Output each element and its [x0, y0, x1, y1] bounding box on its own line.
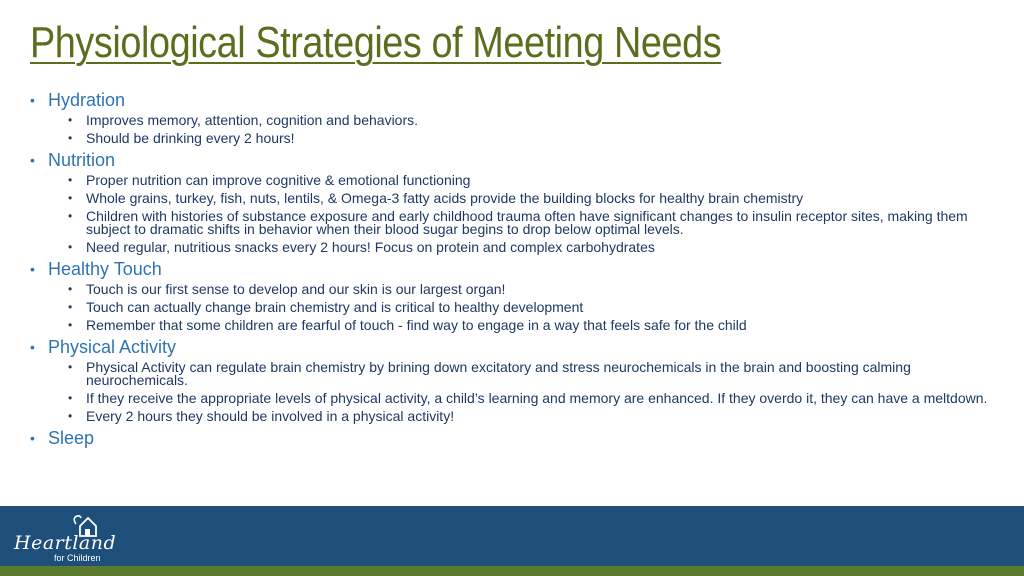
nutrition-subitems: [28, 174, 998, 254]
touch-subitems: [28, 283, 998, 332]
list-item: • If they receive the appropriate levels of physical activity, a child’s learning and memory are enhanced. If they overdo it, they can have a meltdown.: [28, 392, 998, 405]
bullet-sleep: • Sleep: [28, 428, 998, 449]
section-nutrition: [28, 150, 998, 254]
list-item: • Should be drinking every 2 hours!: [28, 132, 998, 145]
list-item: • Proper nutrition can improve cognitive & emotional functioning: [28, 174, 998, 187]
footer-accent-stripe: [0, 566, 1024, 576]
section-sleep: [28, 428, 998, 449]
logo-subtitle: for Children: [54, 553, 101, 563]
list-item: • Improves memory, attention, cognition and behaviors.: [28, 114, 998, 127]
logo-name: Heartland: [14, 532, 117, 554]
heartland-logo: [14, 514, 117, 564]
bullet-hydration: • Hydration: [28, 90, 998, 111]
activity-subitems: [28, 361, 998, 423]
list-item: • Physical Activity can regulate brain chemistry by brining down excitatory and stress neurochemicals in the brain and boosting calming neurochemicals.: [28, 361, 998, 387]
list-item: • Every 2 hours they should be involved in a physical activity!: [28, 410, 998, 423]
list-item: • Children with histories of substance exposure and early childhood trauma often have significant changes to insulin receptor sites, making them subject to dramatic shifts in behavior when their blood sugar begins to drop below optimal levels.: [28, 210, 998, 236]
bullet-healthy-touch: • Healthy Touch: [28, 259, 998, 280]
list-item: • Need regular, nutritious snacks every 2 hours! Focus on protein and complex carbohydrates: [28, 241, 998, 254]
list-item: • Remember that some children are fearful of touch - find way to engage in a way that feels safe for the child: [28, 319, 998, 332]
slide-content: [28, 90, 998, 452]
section-physical-activity: [28, 337, 998, 423]
bullet-nutrition: • Nutrition: [28, 150, 998, 171]
footer-band: [0, 506, 1024, 566]
bullet-physical-activity: • Physical Activity: [28, 337, 998, 358]
slide-title: Physiological Strategies of Meeting Needs: [30, 18, 722, 67]
hydration-subitems: [28, 114, 998, 145]
list-item: • Touch is our first sense to develop and our skin is our largest organ!: [28, 283, 998, 296]
section-hydration: [28, 90, 998, 145]
list-item: • Whole grains, turkey, fish, nuts, lentils, & Omega-3 fatty acids provide the building blocks for healthy brain chemistry: [28, 192, 998, 205]
section-healthy-touch: [28, 259, 998, 332]
list-item: • Touch can actually change brain chemistry and is critical to healthy development: [28, 301, 998, 314]
